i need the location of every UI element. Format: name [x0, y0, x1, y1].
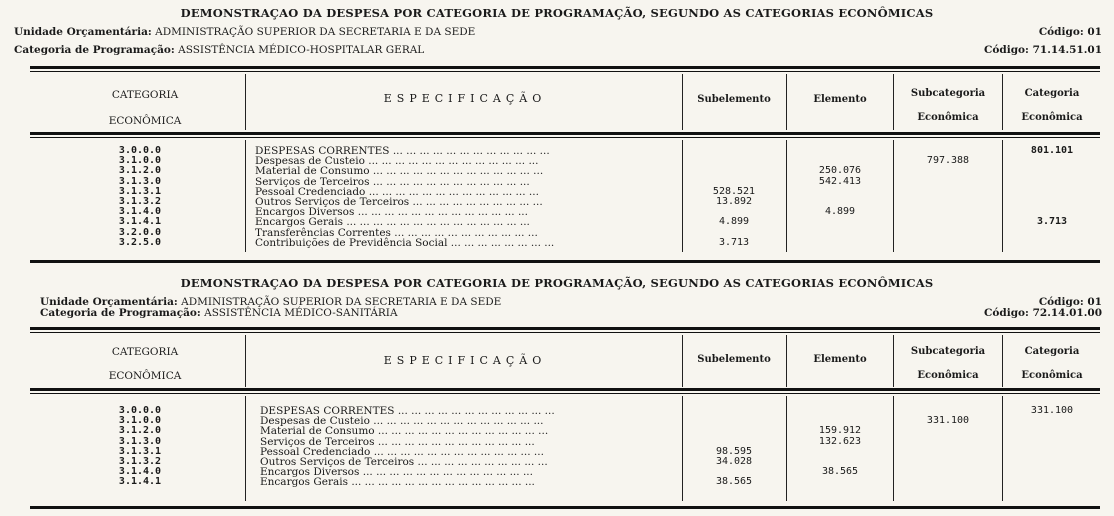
header-especificacao: ESPECIFICAÇÃO	[383, 92, 547, 105]
row-spec: Serviços de Terceiros ... ... ... ... ... ... ... ... ... ... ... ...	[260, 435, 535, 448]
col-divider	[245, 396, 246, 501]
row-cat	[1004, 166, 1100, 176]
row-spec: Encargos Diversos ... ... ... ... ... ... ... ... ... ... ... ... ...	[255, 206, 528, 219]
row-subcat	[895, 207, 1001, 217]
header-bottom-rule-thin	[30, 137, 1100, 138]
row-subcat	[895, 477, 1001, 487]
row-elem: 542.413	[818, 175, 862, 187]
codes-column	[80, 146, 200, 248]
header-subcategoria-line2: Econômica	[917, 112, 979, 123]
section-2	[0, 266, 1114, 516]
row-elem	[788, 217, 892, 227]
section-title: DEMONSTRAÇAO DA DESPESA POR CATEGORIA DE PROGRAMAÇÃO, SEGUNDO AS CATEGORIAS ECONÔMICAS	[180, 6, 934, 20]
col-divider	[786, 335, 787, 387]
categoria-label: Categoria de Programação:	[40, 307, 201, 319]
row-code: 3.1.4.0	[118, 206, 162, 218]
col-divider	[245, 74, 246, 130]
row-spec: Pessoal Credenciado ... ... ... ... ... ... ... ... ... ... ... ... ...	[260, 445, 544, 458]
categoria-line	[14, 44, 424, 56]
row-spec: DESPESAS CORRENTES ... ... ... ... ... ... ... ... ... ... ... ...	[260, 406, 555, 417]
subcategoria-column	[895, 146, 1001, 248]
row-subcat	[895, 437, 1001, 447]
col-divider	[682, 335, 683, 387]
row-subcat	[895, 187, 1001, 197]
row-sub: 3.713	[718, 236, 750, 248]
row-code: 3.1.3.2	[118, 195, 162, 207]
codigo-1: Código: 01	[1038, 296, 1102, 308]
row-code: 3.1.3.1	[118, 185, 162, 197]
row-code: 3.0.0.0	[118, 405, 162, 416]
col-divider	[1002, 335, 1003, 387]
row-elem: 38.565	[821, 466, 859, 478]
row-subcat	[895, 447, 1001, 457]
row-code: 3.1.4.1	[118, 216, 162, 228]
row-elem	[788, 406, 892, 416]
row-cat	[1004, 437, 1100, 447]
codigo-2: Código: 72.14.01.00	[984, 307, 1102, 319]
header-subcategoria-line1: Subcategoria	[910, 88, 986, 99]
categoria-label: Categoria de Programação:	[14, 44, 175, 56]
codigo-1: Código: 01	[1038, 26, 1102, 38]
col-divider	[893, 74, 894, 130]
header-subcategoria-line2: Econômica	[917, 370, 979, 381]
top-rule	[30, 66, 1100, 69]
header-subcategoria	[895, 82, 1001, 130]
row-spec: Despesas de Custeio ... ... ... ... ... ... ... ... ... ... ... ... ...	[255, 155, 539, 168]
row-spec: Material de Consumo ... ... ... ... ... ... ... ... ... ... ... ... ...	[260, 425, 549, 438]
row-subcat	[895, 217, 1001, 227]
row-subcat	[895, 467, 1001, 477]
row-cat	[1004, 228, 1100, 238]
row-cat	[1004, 426, 1100, 436]
row-elem	[788, 477, 892, 487]
row-cat	[1004, 477, 1100, 487]
spec-column	[260, 406, 680, 488]
row-cat	[1004, 156, 1100, 166]
col-divider	[245, 335, 246, 387]
row-cat: 331.100	[1030, 405, 1074, 416]
row-elem	[788, 228, 892, 238]
categoria-value: ASSISTÊNCIA MÉDICO-SANITÁRIA	[204, 307, 398, 319]
header-elemento: Elemento	[813, 94, 867, 105]
row-elem	[788, 447, 892, 457]
row-elem: 250.076	[818, 165, 862, 177]
subelemento-column	[684, 146, 784, 248]
row-spec: Serviços de Terceiros ... ... ... ... ... ... ... ... ... ... ... ...	[255, 175, 530, 188]
header-elemento: Elemento	[813, 354, 867, 365]
row-subcat	[895, 426, 1001, 436]
row-sub	[684, 146, 784, 156]
col-divider	[682, 396, 683, 501]
row-spec: Outros Serviços de Terceiros ... ... ... ... ... ... ... ... ... ...	[260, 455, 548, 468]
categoria-column	[1004, 146, 1100, 248]
top-rule	[30, 327, 1100, 330]
header-subelemento: Subelemento	[697, 354, 771, 365]
row-code: 3.2.5.0	[118, 236, 162, 248]
row-spec: Encargos Gerais ... ... ... ... ... ... ... ... ... ... ... ... ... ...	[255, 216, 530, 229]
row-subcat	[895, 177, 1001, 187]
header-categoria-line1: CATEGORIA	[111, 346, 179, 358]
col-divider	[786, 140, 787, 252]
row-sub	[684, 426, 784, 436]
bottom-rule	[30, 506, 1100, 509]
row-elem	[788, 187, 892, 197]
row-subcat: 797.388	[926, 155, 970, 167]
unidade-value: ADMINISTRAÇÃO SUPERIOR DA SECRETARIA E DA SEDE	[155, 26, 476, 38]
row-cat: 801.101	[1030, 145, 1074, 156]
row-cat	[1004, 457, 1100, 467]
row-sub	[684, 166, 784, 176]
row-sub	[684, 416, 784, 426]
header-categoria	[60, 340, 230, 388]
col-divider	[682, 74, 683, 130]
header-categoria-line2: ECONÔMICA	[108, 370, 182, 382]
header-categoria-line1: CATEGORIA	[111, 89, 179, 101]
row-spec: DESPESAS CORRENTES ... ... ... ... ... ... ... ... ... ... ... ...	[255, 146, 550, 157]
header-categoria-economica-line1: Categoria	[1024, 346, 1080, 357]
row-spec: Material de Consumo ... ... ... ... ... ... ... ... ... ... ... ... ...	[255, 165, 544, 178]
subelemento-column	[684, 406, 784, 488]
row-elem: 4.899	[824, 206, 856, 218]
row-subcat	[895, 238, 1001, 248]
row-code: 3.1.3.0	[118, 435, 162, 447]
col-divider	[893, 396, 894, 501]
row-sub: 528.521	[712, 185, 756, 197]
row-cat	[1004, 197, 1100, 207]
elemento-column	[788, 406, 892, 488]
categoria-line	[40, 307, 398, 319]
row-code: 3.1.2.0	[118, 425, 162, 437]
header-categoria-economica	[1004, 82, 1100, 130]
row-sub: 34.028	[715, 455, 753, 467]
row-code: 3.2.0.0	[118, 226, 162, 238]
row-cat	[1004, 187, 1100, 197]
row-cat: 3.713	[1036, 216, 1068, 228]
col-divider	[786, 74, 787, 130]
header-bottom-rule-thin	[30, 393, 1100, 394]
row-spec: Pessoal Credenciado ... ... ... ... ... ... ... ... ... ... ... ... ...	[255, 185, 539, 198]
row-cat	[1004, 416, 1100, 426]
col-divider	[893, 335, 894, 387]
bottom-rule	[30, 260, 1100, 263]
row-elem	[788, 146, 892, 156]
header-especificacao: ESPECIFICAÇÃO	[383, 354, 547, 367]
unidade-label: Unidade Orçamentária:	[40, 296, 178, 308]
col-divider	[786, 396, 787, 501]
header-subelemento: Subelemento	[697, 94, 771, 105]
row-spec: Encargos Diversos ... ... ... ... ... ... ... ... ... ... ... ... ...	[260, 466, 533, 479]
row-code: 3.1.0.0	[118, 155, 162, 167]
spec-column	[255, 146, 675, 248]
row-subcat: 331.100	[926, 415, 970, 427]
categoria-value: ASSISTÊNCIA MÉDICO-HOSPITALAR GERAL	[178, 44, 425, 56]
unidade-label: Unidade Orçamentária:	[14, 26, 152, 38]
codes-column	[80, 406, 200, 488]
row-sub	[684, 406, 784, 416]
row-elem: 132.623	[818, 435, 862, 447]
row-code: 3.0.0.0	[118, 145, 162, 156]
categoria-column	[1004, 406, 1100, 488]
row-spec: Encargos Gerais ... ... ... ... ... ... ... ... ... ... ... ... ... ...	[260, 476, 535, 488]
row-spec: Outros Serviços de Terceiros ... ... ... ... ... ... ... ... ... ...	[255, 195, 543, 208]
row-sub	[684, 156, 784, 166]
col-divider	[245, 140, 246, 252]
col-divider	[1002, 140, 1003, 252]
row-subcat	[895, 457, 1001, 467]
header-subcategoria	[895, 340, 1001, 388]
row-spec: Transferências Correntes ... ... ... ... ... ... ... ... ... ... ...	[255, 226, 538, 239]
col-divider	[1002, 396, 1003, 501]
row-code: 3.1.2.0	[118, 165, 162, 177]
row-spec: Despesas de Custeio ... ... ... ... ... ... ... ... ... ... ... ... ...	[260, 415, 544, 428]
top-rule-thin	[30, 71, 1100, 72]
header-categoria-economica	[1004, 340, 1100, 388]
row-cat	[1004, 177, 1100, 187]
row-cat	[1004, 447, 1100, 457]
col-divider	[682, 140, 683, 252]
header-bottom-rule	[30, 388, 1100, 391]
row-cat	[1004, 467, 1100, 477]
row-sub: 98.595	[715, 445, 753, 457]
row-subcat	[895, 228, 1001, 238]
row-subcat	[895, 166, 1001, 176]
row-code: 3.1.3.1	[118, 445, 162, 457]
codigo-2: Código: 71.14.51.01	[984, 44, 1102, 56]
row-sub: 13.892	[715, 195, 753, 207]
header-subcategoria-line1: Subcategoria	[910, 346, 986, 357]
top-rule-thin	[30, 332, 1100, 333]
elemento-column	[788, 146, 892, 248]
section-title: DEMONSTRAÇAO DA DESPESA POR CATEGORIA DE PROGRAMAÇÃO, SEGUNDO AS CATEGORIAS ECONÔMICAS	[180, 276, 934, 290]
row-code: 3.1.3.0	[118, 175, 162, 187]
unidade-line	[14, 26, 475, 38]
col-divider	[1002, 74, 1003, 130]
row-code: 3.1.4.0	[118, 466, 162, 478]
row-code: 3.1.3.2	[118, 455, 162, 467]
col-divider	[893, 140, 894, 252]
subcategoria-column	[895, 406, 1001, 488]
row-sub: 38.565	[715, 476, 753, 488]
row-code: 3.1.4.1	[118, 476, 162, 488]
row-cat	[1004, 238, 1100, 248]
row-elem: 159.912	[818, 425, 862, 437]
row-sub: 4.899	[718, 216, 750, 228]
row-code: 3.1.0.0	[118, 415, 162, 427]
header-categoria-economica-line2: Econômica	[1021, 370, 1083, 381]
row-subcat	[895, 197, 1001, 207]
header-categoria-economica-line2: Econômica	[1021, 112, 1083, 123]
row-elem	[788, 238, 892, 248]
unidade-value: ADMINISTRAÇÃO SUPERIOR DA SECRETARIA E DA SEDE	[181, 296, 502, 308]
header-categoria	[60, 82, 230, 134]
row-spec: Contribuições de Previdência Social ... ... ... ... ... ... ... ...	[255, 236, 555, 248]
header-categoria-economica-line1: Categoria	[1024, 88, 1080, 99]
header-categoria-line2: ECONÔMICA	[108, 115, 182, 127]
